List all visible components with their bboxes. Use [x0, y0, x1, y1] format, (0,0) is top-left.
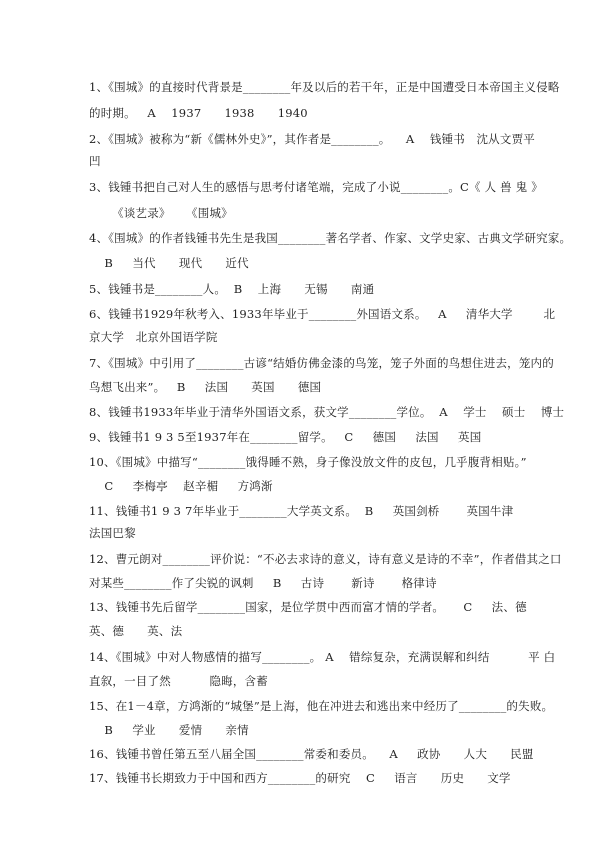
text-line: 5、钱锺书是________人。 B 上海 无锡 南通	[89, 282, 375, 296]
text-line: 法国巴黎	[89, 526, 136, 540]
text-line: 直叙，一目了然 隐晦，含蓄	[89, 674, 268, 688]
text-line: 16、钱锺书曾任第五至八届全国________常委和委员。 A 政协 人大 民盟	[89, 747, 534, 761]
text-line: 的时期。 A 1937 1938 1940	[89, 106, 308, 120]
text-line: 英、德 英、法	[89, 624, 183, 638]
text-line: 1、《围城》的直接时代背景是________年及以后的若干年，正是中国遭受日本帝国主义侵略	[89, 80, 560, 94]
text-line: 7、《围城》中引用了________古谚“结婚仿佛金漆的鸟笼，笼子外面的鸟想住进去，笼内的	[89, 356, 554, 370]
text-line: 10、《围城》中描写“________饿得睡不熟，身子像没放文件的皮包，几乎腹背相贴。”	[89, 455, 527, 469]
text-line: B 当代 现代 近代	[89, 256, 249, 270]
text-line: 鸟想飞出来”。 B 法国 英国 德国	[89, 380, 322, 394]
text-line: 《谈艺录》 《围城》	[89, 206, 233, 220]
text-line: 15、在1－4章，方鸿渐的“城堡”是上海，他在冲进去和逃出来中经历了________的失败。	[89, 699, 554, 713]
text-line: 4、《围城》的作者钱锺书先生是我国________著名学者、作家、文学史家、古典文学研究家。	[89, 231, 572, 245]
text-line: 2、《围城》被称为“新《儒林外史》”，其作者是________。 A 钱锺书 沈从文贾平	[89, 132, 535, 146]
text-line: 对某些________作了尖锐的讽刺 B 古诗 新诗 格律诗	[89, 576, 437, 590]
text-line: 9、钱锺书1 9 3 5至1937年在________留学。 C 德国 法国 英国	[89, 430, 482, 444]
text-line: C 李梅亭 赵辛楣 方鸿渐	[89, 479, 273, 493]
text-line: 6、钱锺书1929年秋考入、1933年毕业于________外国语文系。 A 清华大学 北	[89, 307, 556, 321]
text-line: 凹	[89, 154, 101, 168]
text-line: 17、钱锺书长期致力于中国和西方________的研究 C 语言 历史 文学	[89, 771, 511, 785]
text-line: 13、钱锺书先后留学________国家，是位学贯中西而富才情的学者。 C 法、德	[89, 600, 527, 614]
text-line: 8、钱锺书1933年毕业于清华外国语文系，获文学________学位。 A 学士 硕士 博士	[89, 405, 565, 419]
text-line: B 学业 爱情 亲情	[89, 723, 249, 737]
text-line: 11、钱锺书1 9 3 7年毕业于________大学英文系。 B 英国剑桥 英国牛津	[89, 504, 514, 518]
text-line: 12、曹元朗对________评价说：“不必去求诗的意义，诗有意义是诗的不幸”，作者借其之口	[89, 552, 562, 566]
text-line: 京大学 北京外国语学院	[89, 330, 218, 344]
text-line: 14、《围城》中对人物感情的描写________。 A 错综复杂，充满误解和纠结 平 白	[89, 650, 556, 664]
text-line: 3、钱锺书把自己对人生的感悟与思考付诸笔端，完成了小说________。C《 人 兽 鬼 》	[89, 180, 543, 194]
